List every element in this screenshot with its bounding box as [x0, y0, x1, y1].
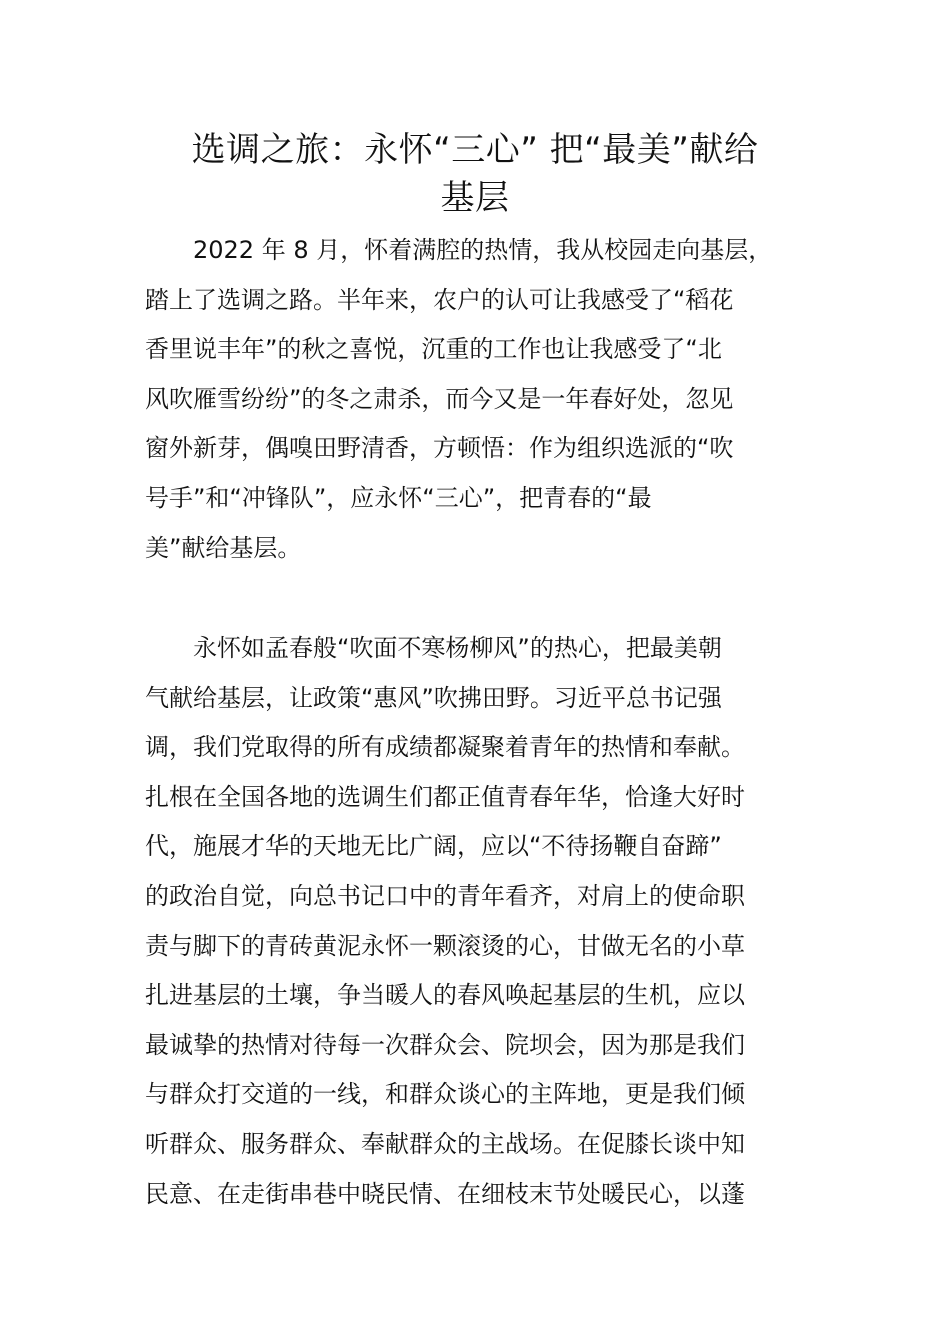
paragraph-line: 民意、在走街串巷中晓民情、在细枝末节处暖民心，以蓬: [145, 1179, 745, 1208]
paragraph-line: 2022 年 8 月，怀着满腔的热情，我从校园走向基层，: [145, 236, 773, 264]
paragraph-line: 代，施展才华的天地无比广阔，应以“不待扬鞭自奋蹄”: [145, 832, 722, 861]
document-title: [140, 126, 810, 222]
paragraph-line: 调，我们党取得的所有成绩都凝聚着青年的热情和奉献。: [145, 733, 745, 762]
paragraph-line: 听群众、服务群众、奉献群众的主战场。在促膝长谈中知: [145, 1129, 745, 1158]
paragraph-line: 美”献给基层。: [145, 533, 302, 562]
paragraph-intro: [145, 226, 810, 573]
paragraph-line: 扎根在全国各地的选调生们都正值青春年华，恰逢大好时: [145, 782, 745, 811]
paragraph-line: 与群众打交道的一线，和群众谈心的主阵地，更是我们倾: [145, 1080, 745, 1109]
paragraph-line: 永怀如孟春般“吹面不寒杨柳风”的热心，把最美朝: [145, 634, 722, 662]
paragraph-line: 号手”和“冲锋队”，应永怀“三心”，把青春的“最: [145, 483, 652, 512]
title-line: 选调之旅：永怀“三心” 把“最美”献给: [191, 130, 759, 170]
paragraph-warm-heart: [145, 624, 810, 1219]
paragraph-line: 踏上了选调之路。半年来，农户的认可让我感受了“稻花: [145, 285, 734, 314]
paragraph-line: 气献给基层，让政策“惠风”吹拂田野。习近平总书记强: [145, 683, 722, 712]
title-line: 基层: [440, 178, 510, 218]
paragraph-line: 责与脚下的青砖黄泥永怀一颗滚烫的心，甘做无名的小草: [145, 931, 745, 960]
paragraph-line: 窗外新芽，偶嗅田野清香，方顿悟：作为组织选派的“吹: [145, 434, 734, 463]
paragraph-line: 风吹雁雪纷纷”的冬之肃杀，而今又是一年春好处，忽见: [145, 384, 734, 413]
paragraph-line: 的政治自觉，向总书记口中的青年看齐，对肩上的使命职: [145, 881, 745, 910]
paragraph-line: 扎进基层的土壤，争当暖人的春风唤起基层的生机，应以: [145, 981, 745, 1010]
paragraph-line: 香里说丰年”的秋之喜悦，沉重的工作也让我感受了“北: [145, 335, 722, 364]
paragraph-line: 最诚挚的热情对待每一次群众会、院坝会，因为那是我们: [145, 1030, 745, 1059]
